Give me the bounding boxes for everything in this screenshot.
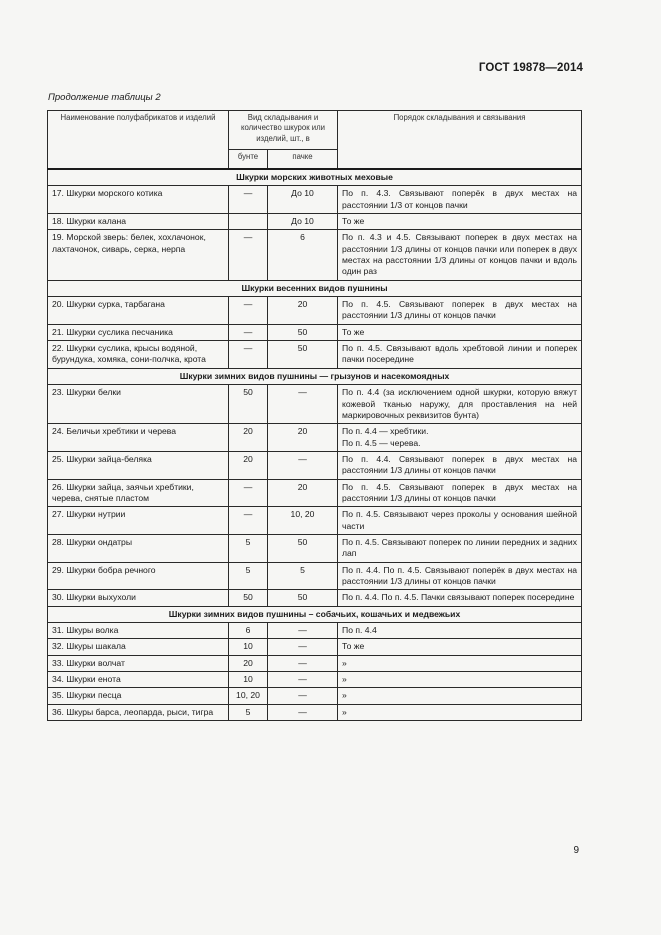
cell-bunch: 20 <box>229 655 268 671</box>
table-row <box>48 590 582 606</box>
table-row <box>48 623 582 639</box>
cell-bunch: 20 <box>229 424 268 452</box>
cell-bunch: 6 <box>229 623 268 639</box>
cell-order: По п. 4.5. Связывают вдоль хребтовой линии и поперек пачки посередине <box>338 341 582 369</box>
cell-order: По п. 4.3 и 4.5. Связывают поперек в двух местах на расстоянии 1/3 длины от концов пачки или поперек в двух местах на расстоянии 1/3 длины от концов пачки и вдоль один раз <box>338 230 582 280</box>
table-row <box>48 297 582 325</box>
cell-bunch: — <box>229 297 268 325</box>
cell-pack: — <box>268 385 338 424</box>
cell-bunch: 5 <box>229 704 268 720</box>
cell-name: 22. Шкурки суслика, крысы водяной, бурундука, хомяка, сони-полчка, крота <box>48 341 229 369</box>
cell-order: » <box>338 672 582 688</box>
cell-name: 36. Шкуры барса, леопарда, рыси, тигра <box>48 704 229 720</box>
table-row <box>48 655 582 671</box>
cell-pack: 20 <box>268 479 338 507</box>
table-row <box>48 534 582 562</box>
cell-bunch: 5 <box>229 534 268 562</box>
cell-order: По п. 4.5. Связывают поперек в двух местах на расстоянии 1/3 длины от концов пачки <box>338 479 582 507</box>
cell-pack: — <box>268 623 338 639</box>
section-title: Шкурки зимних видов пушнины — грызунов и насекомоядных <box>48 368 582 384</box>
section-title: Шкурки весенних видов пушнины <box>48 280 582 296</box>
table-row <box>48 562 582 590</box>
cell-order: По п. 4.5. Связывают поперек по линии передних и задних лап <box>338 534 582 562</box>
cell-order: » <box>338 655 582 671</box>
cell-pack: 20 <box>268 424 338 452</box>
section-row <box>48 169 582 186</box>
cell-name: 34. Шкурки енота <box>48 672 229 688</box>
table-row <box>48 688 582 704</box>
cell-order: По п. 4.4 (за исключением одной шкурки, которую вяжут кожевой тканью наружу, для проставления на ней маркировочных реквизитов бунта) <box>338 385 582 424</box>
cell-order: То же <box>338 324 582 340</box>
column-header-bunch: бунте <box>229 150 268 170</box>
table-row <box>48 451 582 479</box>
table-row <box>48 639 582 655</box>
section-row <box>48 280 582 296</box>
section-row <box>48 606 582 622</box>
cell-pack: — <box>268 704 338 720</box>
cell-order: По п. 4.4 <box>338 623 582 639</box>
cell-pack: 5 <box>268 562 338 590</box>
table-row <box>48 230 582 280</box>
cell-order: По п. 4.3. Связывают поперёк в двух местах на расстоянии 1/3 от концов пачки <box>338 186 582 214</box>
cell-name: 19. Морской зверь: белек, хохлачонок, лахтачонок, сиварь, серка, нерпа <box>48 230 229 280</box>
cell-bunch: — <box>229 341 268 369</box>
cell-pack: — <box>268 672 338 688</box>
table-row <box>48 186 582 214</box>
column-header-order: Порядок складывания и связывания <box>338 111 582 170</box>
cell-order: То же <box>338 639 582 655</box>
cell-name: 24. Беличьи хребтики и черева <box>48 424 229 452</box>
cell-pack: До 10 <box>268 186 338 214</box>
cell-pack: 10, 20 <box>268 507 338 535</box>
table-row <box>48 479 582 507</box>
cell-bunch: — <box>229 186 268 214</box>
cell-name: 35. Шкурки песца <box>48 688 229 704</box>
cell-pack: 20 <box>268 297 338 325</box>
cell-bunch: 50 <box>229 385 268 424</box>
cell-order: По п. 4.5. Связывают поперек в двух местах на расстоянии 1/3 длины от концов пачки <box>338 297 582 325</box>
cell-pack: — <box>268 451 338 479</box>
section-title: Шкурки морских животных меховые <box>48 169 582 186</box>
cell-pack: — <box>268 655 338 671</box>
cell-order: То же <box>338 214 582 230</box>
cell-bunch: — <box>229 507 268 535</box>
cell-bunch: 10 <box>229 672 268 688</box>
cell-bunch: — <box>229 324 268 340</box>
cell-pack: До 10 <box>268 214 338 230</box>
cell-name: 23. Шкурки белки <box>48 385 229 424</box>
cell-name: 30. Шкурки выхухоли <box>48 590 229 606</box>
cell-name: 31. Шкуры волка <box>48 623 229 639</box>
cell-name: 17. Шкурки морского котика <box>48 186 229 214</box>
cell-order: » <box>338 688 582 704</box>
table-caption: Продолжение таблицы 2 <box>48 92 161 103</box>
cell-bunch: — <box>229 479 268 507</box>
cell-name: 27. Шкурки нутрии <box>48 507 229 535</box>
column-header-quantity: Вид складывания и количество шкурок или изделий, шт., в <box>229 111 338 150</box>
cell-bunch <box>229 214 268 230</box>
table-row <box>48 324 582 340</box>
section-row <box>48 368 582 384</box>
table-row <box>48 424 582 452</box>
table-row <box>48 672 582 688</box>
cell-bunch: — <box>229 230 268 280</box>
cell-name: 33. Шкурки волчат <box>48 655 229 671</box>
cell-bunch: 10, 20 <box>229 688 268 704</box>
folding-table <box>47 110 582 721</box>
cell-order: По п. 4.4 — хребтики. По п. 4.5 — черева. <box>338 424 582 452</box>
cell-pack: 50 <box>268 324 338 340</box>
cell-bunch: 10 <box>229 639 268 655</box>
column-header-name: Наименование полуфабрикатов и изделий <box>48 111 229 170</box>
standard-number: ГОСТ 19878—2014 <box>478 62 583 74</box>
cell-pack: 50 <box>268 341 338 369</box>
table-row <box>48 385 582 424</box>
cell-bunch: 50 <box>229 590 268 606</box>
cell-bunch: 20 <box>229 451 268 479</box>
cell-order: » <box>338 704 582 720</box>
cell-pack: 50 <box>268 534 338 562</box>
cell-name: 26. Шкурки зайца, заячьи хребтики, черева, снятые пластом <box>48 479 229 507</box>
cell-pack: 6 <box>268 230 338 280</box>
cell-order: По п. 4.4. Связывают поперек в двух местах на расстоянии 1/3 длины от концов пачки <box>338 451 582 479</box>
column-header-pack: пачке <box>268 150 338 170</box>
cell-name: 25. Шкурки зайца-беляка <box>48 451 229 479</box>
cell-name: 21. Шкурки суслика песчаника <box>48 324 229 340</box>
table-body <box>48 169 582 721</box>
table-row <box>48 507 582 535</box>
cell-name: 18. Шкурки калана <box>48 214 229 230</box>
page-number: 9 <box>573 845 579 856</box>
cell-pack: — <box>268 639 338 655</box>
table-row <box>48 704 582 720</box>
cell-pack: 50 <box>268 590 338 606</box>
cell-order: По п. 4.5. Связывают через проколы у основания шейной части <box>338 507 582 535</box>
cell-name: 32. Шкуры шакала <box>48 639 229 655</box>
cell-pack: — <box>268 688 338 704</box>
section-title: Шкурки зимних видов пушнины – собачьих, кошачьих и медвежьих <box>48 606 582 622</box>
cell-name: 28. Шкурки ондатры <box>48 534 229 562</box>
table-row <box>48 341 582 369</box>
cell-order: По п. 4.4. По п. 4.5. Пачки связывают поперек посередине <box>338 590 582 606</box>
cell-name: 29. Шкурки бобра речного <box>48 562 229 590</box>
cell-name: 20. Шкурки сурка, тарбагана <box>48 297 229 325</box>
table-row <box>48 214 582 230</box>
cell-bunch: 5 <box>229 562 268 590</box>
cell-order: По п. 4.4. По п. 4.5. Связывают поперёк в двух местах на расстоянии 1/3 длины от концов пачки <box>338 562 582 590</box>
